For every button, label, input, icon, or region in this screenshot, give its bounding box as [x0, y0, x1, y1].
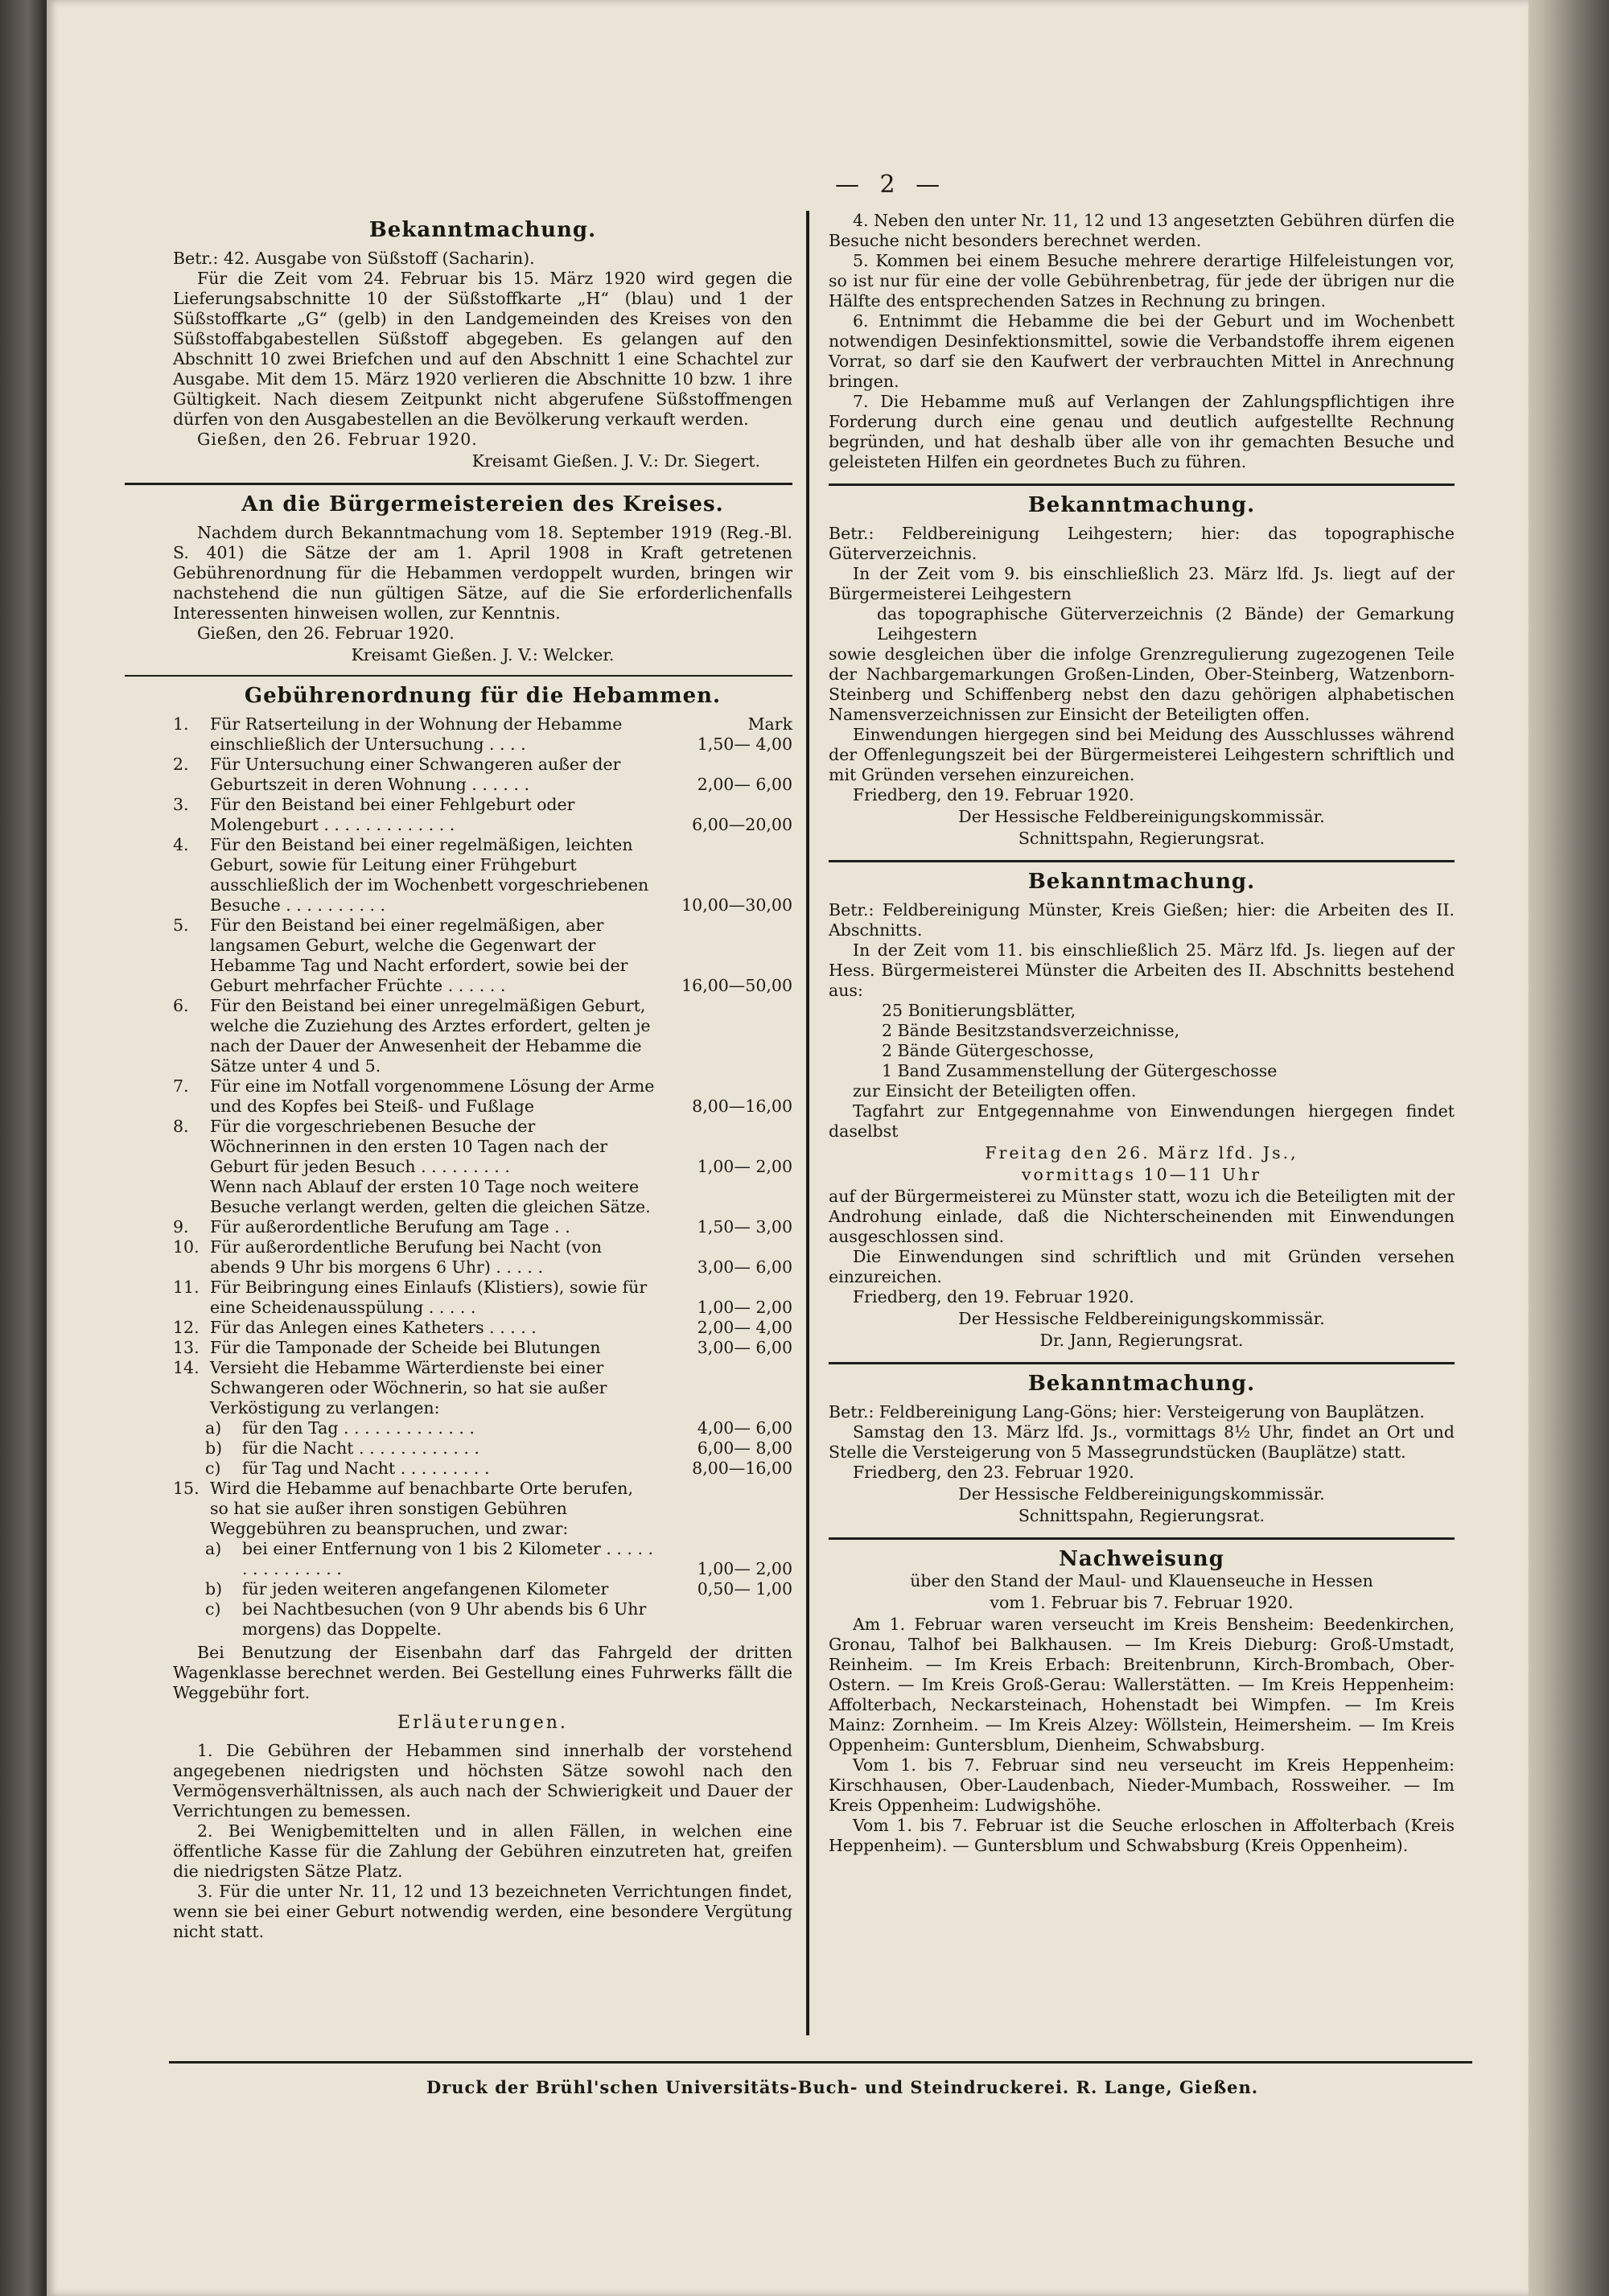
fee-items: [173, 714, 792, 1640]
explanation-item: 3. Für die unter Nr. 11, 12 und 13 bezeichneten Verrichtungen findet, wenn sie bei einer Geburt notwendig werden, eine besondere Vergütung nicht statt.: [173, 1882, 792, 1941]
notice-body: auf der Bürgermeisterei zu Münster statt, wozu ich die Beteiligten mit der Androhung einlade, daß die Nichterscheinenden mit Einwendungen ausgeschlossen sind.: [829, 1187, 1455, 1246]
notice-signature: Der Hessische Feldbereinigungskommissär.: [958, 1309, 1325, 1328]
left-column: [125, 211, 792, 1942]
document-list: [829, 1001, 1455, 1081]
notice-buergermeistereien: [125, 492, 792, 665]
book-binding-left: [0, 0, 47, 2296]
notice-body: zur Einsicht der Beteiligten offen.: [853, 1081, 1137, 1101]
notice-subheading: vom 1. Februar bis 7. Februar 1920.: [990, 1593, 1294, 1612]
fee-item-amount: 6,00— 8,00: [697, 1438, 792, 1458]
fee-item: [173, 835, 792, 916]
fee-item: [173, 1579, 792, 1599]
fee-item-text: Für die Tamponade der Scheide bei Blutungen: [210, 1338, 601, 1357]
meeting-time: vormittags 10—11 Uhr: [1021, 1165, 1262, 1184]
fee-item-text: bei Nachtbesuchen (von 9 Uhr abends bis 6 Uhr morgens) das Doppelte.: [242, 1599, 647, 1639]
fee-item-amount: 1,00— 2,00: [697, 1298, 792, 1317]
notice-muenster: [829, 872, 1455, 1351]
fee-item-number: 3.: [173, 795, 189, 814]
explanation-item: 4. Neben den unter Nr. 11, 12 und 13 angesetzten Gebühren dürfen die Besuche nicht besonders berechnet werden.: [829, 211, 1455, 250]
fee-item-number: c): [205, 1459, 221, 1478]
fee-item-text: Für außerordentliche Berufung bei Nacht (von abends 9 Uhr bis morgens 6 Uhr) . . . . .: [210, 1237, 602, 1277]
fee-item: [173, 1177, 792, 1217]
fee-item-text: für den Tag . . . . . . . . . . . . .: [242, 1418, 475, 1438]
explanations-heading: Erläuterungen.: [397, 1713, 568, 1733]
fee-item-text: Für die vorgeschriebenen Besuche der Wöchnerinnen in den ersten 10 Tagen nach der Geburt für jeden Besuch . . . . . . . . .: [210, 1117, 608, 1176]
notice-body: Am 1. Februar waren verseucht im Kreis Bensheim: Beedenkirchen, Gronau, Talhof bei Balkhausen. — Im Kreis Dieburg: Groß-Umstadt, Reinheim. — Im Kreis Erbach: Breitenbrunn, Kirch-Brombach, Ober-Ostern. — Im Kreis Groß-Gerau: Wallerstätten. — Im Kreis Heppenheim: Affolterbach, Neckarsteinach, Hohenstadt bei Wimpfen. — Im Kreis Mainz: Zornheim. — Im Kreis Alzey: Wöllstein, Heimersheim. — Im Kreis Oppenheim: Guntersblum, Dienheim, Schwabsburg.: [829, 1615, 1455, 1755]
fee-schedule-heading: Gebührenordnung für die Hebammen.: [244, 684, 722, 708]
notice-heading: An die Bürgermeistereien des Kreises.: [241, 492, 724, 516]
fee-item-amount: 8,00—16,00: [692, 1459, 792, 1478]
fee-item: [173, 1076, 792, 1117]
notice-signature: Schnittspahn, Regierungsrat.: [1018, 829, 1265, 848]
fee-item-number: 1.: [173, 714, 189, 734]
explanations-continued: [829, 211, 1455, 472]
document-list-item: 25 Bonitierungsblätter,: [882, 1001, 1076, 1020]
fee-item-number: 14.: [173, 1358, 200, 1377]
rail-note: Bei Benutzung der Eisenbahn darf das Fahrgeld der dritten Wagenklasse berechnet werden. Bei Gestellung eines Fuhrwerks fällt die Weggebühr fort.: [173, 1643, 792, 1702]
notice-signature: Kreisamt Gießen. J. V.: Dr. Siegert.: [471, 451, 760, 471]
notice-signature: Der Hessische Feldbereinigungskommissär.: [958, 807, 1325, 826]
fee-item-number: 12.: [173, 1318, 200, 1337]
notice-date: Friedberg, den 23. Februar 1920.: [853, 1463, 1134, 1482]
fee-item-amount: 2,00— 6,00: [697, 775, 792, 794]
fee-item-number: c): [205, 1599, 221, 1619]
explanation-item: 5. Kommen bei einem Besuche mehrere derartige Hilfeleistungen vor, so ist nur für eine der volle Gebührenbetrag, für jede der übrigen nur die Hälfte des entsprechenden Satzes in Rechnung zu bringen.: [829, 251, 1455, 311]
notice-signature: Schnittspahn, Regierungsrat.: [1018, 1506, 1265, 1525]
fee-item: [173, 1438, 792, 1459]
fee-item: [173, 1278, 792, 1318]
fee-item: [173, 714, 792, 755]
notice-lang-goens: [829, 1374, 1455, 1526]
fee-item: [173, 1539, 792, 1579]
notice-signature: Der Hessische Feldbereinigungskommissär.: [958, 1484, 1325, 1504]
explanation-item: 7. Die Hebamme muß auf Verlangen der Zahlungspflichtigen ihre Forderung durch eine genau und deutlich aufgestellte Rechnung begründen, und hat deshalb über alle von ihr gemachten Besuche und geleisteten Hilfen ein geordnetes Buch zu führen.: [829, 392, 1455, 471]
notice-body: das topographische Güterverzeichnis (2 Bände) der Gemarkung Leihgestern: [877, 604, 1455, 644]
fee-item-number: 7.: [173, 1076, 189, 1096]
notice-heading: Bekanntmachung.: [1027, 870, 1256, 894]
notice-subject: Betr.: Feldbereinigung Leihgestern; hier: das topographische Güterverzeichnis.: [829, 524, 1455, 563]
fee-schedule: [125, 686, 792, 1942]
fee-item-text: Für Untersuchung einer Schwangeren außer der Geburtszeit in deren Wohnung . . . . . .: [210, 755, 621, 794]
fee-item-number: b): [205, 1438, 223, 1458]
notice-date: Friedberg, den 19. Februar 1920.: [853, 785, 1134, 804]
fee-item-text: Für den Beistand bei einer regelmäßigen, aber langsamen Geburt, welche die Gegenwart der Hebamme Tag und Nacht erfordert, sowie bei der Geburt mehrfacher Früchte . . . . . .: [210, 916, 628, 995]
fee-item-number: 6.: [173, 996, 189, 1015]
explanation-item: 1. Die Gebühren der Hebammen sind innerhalb der vorstehend angegebenen niedrigsten und höchsten Sätze sowohl nach den Vermögensverhältnissen, als auch nach der Schwierigkeit und Dauer der Verrichtungen zu bemessen.: [173, 1741, 792, 1821]
printer-imprint: Druck der Brühl'schen Universitäts-Buch- und Steindruckerei. R. Lange, Gießen.: [426, 2077, 1259, 2097]
fee-item-text: für die Nacht . . . . . . . . . . . .: [242, 1438, 479, 1458]
document-list-item: 2 Bände Gütergeschosse,: [882, 1041, 1095, 1060]
section-rule: [829, 483, 1455, 486]
fee-item: [173, 916, 792, 996]
fee-item: [173, 1599, 792, 1640]
notice-body: Nachdem durch Bekanntmachung vom 18. September 1919 (Reg.-Bl. S. 401) die Sätze der am 1. April 1908 in Kraft getretenen Gebührenordnung für die Hebammen verdoppelt wurden, bringen wir nachstehend die nun gültigen Sätze, auf die Sie erforderlichenfalls Interessenten hinweisen wollen, zur Kenntnis.: [173, 523, 792, 623]
right-column: [829, 211, 1455, 1856]
fee-unit-header: Mark: [747, 714, 792, 734]
fee-item-amount: 8,00—16,00: [692, 1097, 792, 1116]
fee-item-amount: 1,50— 4,00: [697, 734, 792, 754]
notice-date: Gießen, den 26. Februar 1920.: [197, 430, 478, 449]
fee-item: [173, 1117, 792, 1177]
notice-heading: Bekanntmachung.: [1027, 1372, 1256, 1396]
fee-item-text: Für den Beistand bei einer regelmäßigen, leichten Geburt, sowie für Leitung einer Frühgeburt ausschließlich der im Wochenbett vorgeschriebenen Besuche . . . . . . . . . .: [210, 835, 649, 915]
notice-body: In der Zeit vom 11. bis einschließlich 25. März lfd. Js. liegen auf der Hess. Bürgermeisterei Münster die Arbeiten des II. Abschnitts bestehend aus:: [829, 940, 1455, 1000]
fee-item-text: Wird die Hebamme auf benachbarte Orte berufen, so hat sie außer ihren sonstigen Gebühren Weggebühren zu beanspruchen, und zwar:: [210, 1479, 634, 1538]
fee-item: [173, 795, 792, 835]
fee-item-number: a): [205, 1539, 222, 1558]
section-rule: [125, 483, 792, 485]
fee-item-text: Versieht die Hebamme Wärterdienste bei einer Schwangeren oder Wöchnerin, so hat sie außer Verköstigung zu verlangen:: [210, 1358, 607, 1418]
fee-item-text: Für den Beistand bei einer Fehlgeburt oder Molengeburt . . . . . . . . . . . . .: [210, 795, 575, 834]
fee-item: [173, 1318, 792, 1338]
fee-item: [173, 1338, 792, 1358]
fee-item: [173, 996, 792, 1076]
fee-item-amount: 0,50— 1,00: [697, 1579, 792, 1599]
fee-item: [173, 755, 792, 795]
fee-item-amount: 10,00—30,00: [681, 895, 792, 915]
notice-date: Gießen, den 26. Februar 1920.: [197, 623, 455, 643]
notice-heading: Bekanntmachung.: [368, 218, 597, 242]
notice-subheading: über den Stand der Maul- und Klauenseuche in Hessen: [910, 1571, 1373, 1590]
fee-item-number: 13.: [173, 1338, 200, 1357]
notice-signature: Dr. Jann, Regierungsrat.: [1039, 1331, 1244, 1350]
fee-item-amount: 6,00—20,00: [692, 815, 792, 834]
fee-item-amount: 1,00— 2,00: [697, 1559, 792, 1578]
fee-item: [173, 1459, 792, 1479]
section-rule: [829, 1362, 1455, 1364]
fee-item-text: Für den Beistand bei einer unregelmäßigen Geburt, welche die Zuziehung des Arztes erfordert, gelten je nach der Dauer der Anwesenheit der Hebamme die Sätze unter 4 und 5.: [210, 996, 651, 1076]
fee-item: [173, 1479, 792, 1539]
section-rule: [829, 1537, 1455, 1540]
fee-item-number: a): [205, 1418, 222, 1438]
notice-body: Tagfahrt zur Entgegennahme von Einwendungen hiergegen findet daselbst: [829, 1101, 1455, 1141]
explanations-list: [173, 1741, 792, 1942]
notice-date: Friedberg, den 19. Februar 1920.: [853, 1287, 1134, 1306]
fee-item-number: 4.: [173, 835, 189, 854]
section-rule: [125, 675, 792, 677]
fee-item-number: b): [205, 1579, 223, 1599]
notice-signature: Kreisamt Gießen. J. V.: Welcker.: [351, 645, 615, 665]
fee-item-amount: 1,50— 3,00: [697, 1217, 792, 1236]
explanation-item: 2. Bei Wenigbemittelten und in allen Fällen, in welchen eine öffentliche Kasse für die Zahlung der Gebühren einzutreten hat, greifen die niedrigsten Sätze Platz.: [173, 1821, 792, 1881]
notice-leihgestern: [829, 493, 1455, 849]
fee-item-text: Für eine im Notfall vorgenommene Lösung der Arme und des Kopfes bei Steiß- und Fußlage: [210, 1076, 655, 1116]
fee-item-text: Für das Anlegen eines Katheters . . . . .: [210, 1318, 537, 1337]
fee-item: [173, 1237, 792, 1278]
notice-subject: Betr.: Feldbereinigung Lang-Göns; hier: Versteigerung von Bauplätzen.: [829, 1402, 1425, 1422]
notice-body: sowie desgleichen über die infolge Grenzregulierung zugezogenen Teile der Nachbargemarkungen Großen-Linden, Ober-Steinberg, Watzenborn-Steinberg und Schiffenberg nebst den dazu gehörigen alphabetischen Namensverzeichnissen zur Einsicht der Beteiligten offen.: [829, 644, 1455, 724]
fee-item-amount: 1,00— 2,00: [697, 1157, 792, 1176]
fee-item-text: bei einer Entfernung von 1 bis 2 Kilometer . . . . . . . . . . . . . . .: [242, 1539, 653, 1578]
notice-body: Vom 1. bis 7. Februar ist die Seuche erloschen in Affolterbach (Kreis Heppenheim). — Guntersblum und Schwabsburg (Kreis Oppenheim).: [829, 1816, 1455, 1855]
fee-item-text: für Tag und Nacht . . . . . . . . .: [242, 1459, 490, 1478]
notice-heading: Nachweisung: [1059, 1547, 1224, 1571]
footer-rule: [169, 2061, 1472, 2064]
explanation-item: 6. Entnimmt die Hebamme die bei der Geburt und im Wochenbett notwendigen Desinfektionsmittel, sowie die Verbandstoffe ihrem eigenen Vorrat, so darf sie den Kaufwert der verbrauchten Mittel in Anrechnung bringen.: [829, 311, 1455, 391]
fee-item: [173, 1217, 792, 1237]
notice-body: Für die Zeit vom 24. Februar bis 15. März 1920 wird gegen die Lieferungsabschnitte 10 der Süßstoffkarte „H“ (blau) und 1 der Süßstoffkarte „G“ (gelb) in den Landgemeinden des Kreises von den Süßstoffabgabestellen Süßstoff abgegeben. Es gelangen auf den Abschnitt 10 zwei Briefchen und auf den Abschnitt 1 eine Schachtel zur Ausgabe. Mit dem 15. März 1920 verlieren die Abschnitte 10 bzw. 1 ihre Gültigkeit. Nach diesem Zeitpunkt nicht abgerufene Süßstoffmengen dürfen von den Ausgabestellen an die Bevölkerung verkauft werden.: [173, 269, 792, 429]
fee-item-amount: 2,00— 4,00: [697, 1318, 792, 1337]
fee-item-amount: 4,00— 6,00: [697, 1418, 792, 1438]
fee-item-text: für jeden weiteren angefangenen Kilometer: [242, 1579, 609, 1599]
column-divider: [806, 211, 809, 2035]
document-list-item: 1 Band Zusammenstellung der Gütergeschosse: [882, 1061, 1278, 1080]
document-list-item: 2 Bände Besitzstandsverzeichnisse,: [882, 1021, 1180, 1040]
fee-item-number: 15.: [173, 1479, 200, 1498]
fee-item-text: Für Ratserteilung in der Wohnung der Hebamme einschließlich der Untersuchung . . . .: [210, 714, 623, 754]
notice-suessstoff: [125, 220, 792, 471]
fee-item-number: 5.: [173, 916, 189, 935]
fee-item-number: 2.: [173, 755, 189, 774]
fee-item-amount: 3,00— 6,00: [697, 1338, 792, 1357]
fee-item-amount: 3,00— 6,00: [697, 1257, 792, 1277]
fee-item: [173, 1418, 792, 1438]
notice-subject: Betr.: Feldbereinigung Münster, Kreis Gießen; hier: die Arbeiten des II. Abschnitts.: [829, 900, 1455, 940]
fee-item-text: Für außerordentliche Berufung am Tage . .: [210, 1217, 570, 1236]
notice-body: In der Zeit vom 9. bis einschließlich 23. März lfd. Js. liegt auf der Bürgermeisterei Leihgestern: [829, 564, 1455, 603]
notice-body: Einwendungen hiergegen sind bei Meidung des Ausschlusses während der Offenlegungszeit bei der Bürgermeisterei Leihgestern schriftlich und mit Gründen versehen einzureichen.: [829, 725, 1455, 784]
fee-item-number: 9.: [173, 1217, 189, 1236]
notice-body: Vom 1. bis 7. Februar sind neu verseucht im Kreis Heppenheim: Kirschhausen, Ober-Laudenbach, Nieder-Mumbach, Rossweiher. — Im Kreis Oppenheim: Ludwigshöhe.: [829, 1755, 1455, 1815]
fee-item-text: Wenn nach Ablauf der ersten 10 Tage noch weitere Besuche verlangt werden, gelten die gleichen Sätze.: [210, 1177, 651, 1216]
notice-subject: Betr.: 42. Ausgabe von Süßstoff (Sacharin).: [173, 249, 535, 268]
notice-body: Samstag den 13. März lfd. Js., vormittags 8½ Uhr, findet an Ort und Stelle die Versteigerung von 5 Massegrundstücken (Bauplätze) statt.: [829, 1422, 1455, 1462]
fee-item-number: 10.: [173, 1237, 200, 1257]
notice-seuche: [829, 1549, 1455, 1856]
section-rule: [829, 860, 1455, 862]
meeting-date: Freitag den 26. März lfd. Js.,: [985, 1143, 1298, 1162]
fee-item-number: 8.: [173, 1117, 189, 1136]
fee-item-amount: 16,00—50,00: [681, 976, 792, 995]
page-number: — 2 —: [835, 171, 947, 199]
notice-heading: Bekanntmachung.: [1027, 493, 1256, 517]
fee-item: [173, 1358, 792, 1418]
fee-item-number: 11.: [173, 1278, 200, 1297]
notice-body: Die Einwendungen sind schriftlich und mit Gründen versehen einzureichen.: [829, 1247, 1455, 1286]
fee-item-text: Für Beibringung eines Einlaufs (Klistiers), sowie für eine Scheidenausspülung . . . . .: [210, 1278, 648, 1317]
